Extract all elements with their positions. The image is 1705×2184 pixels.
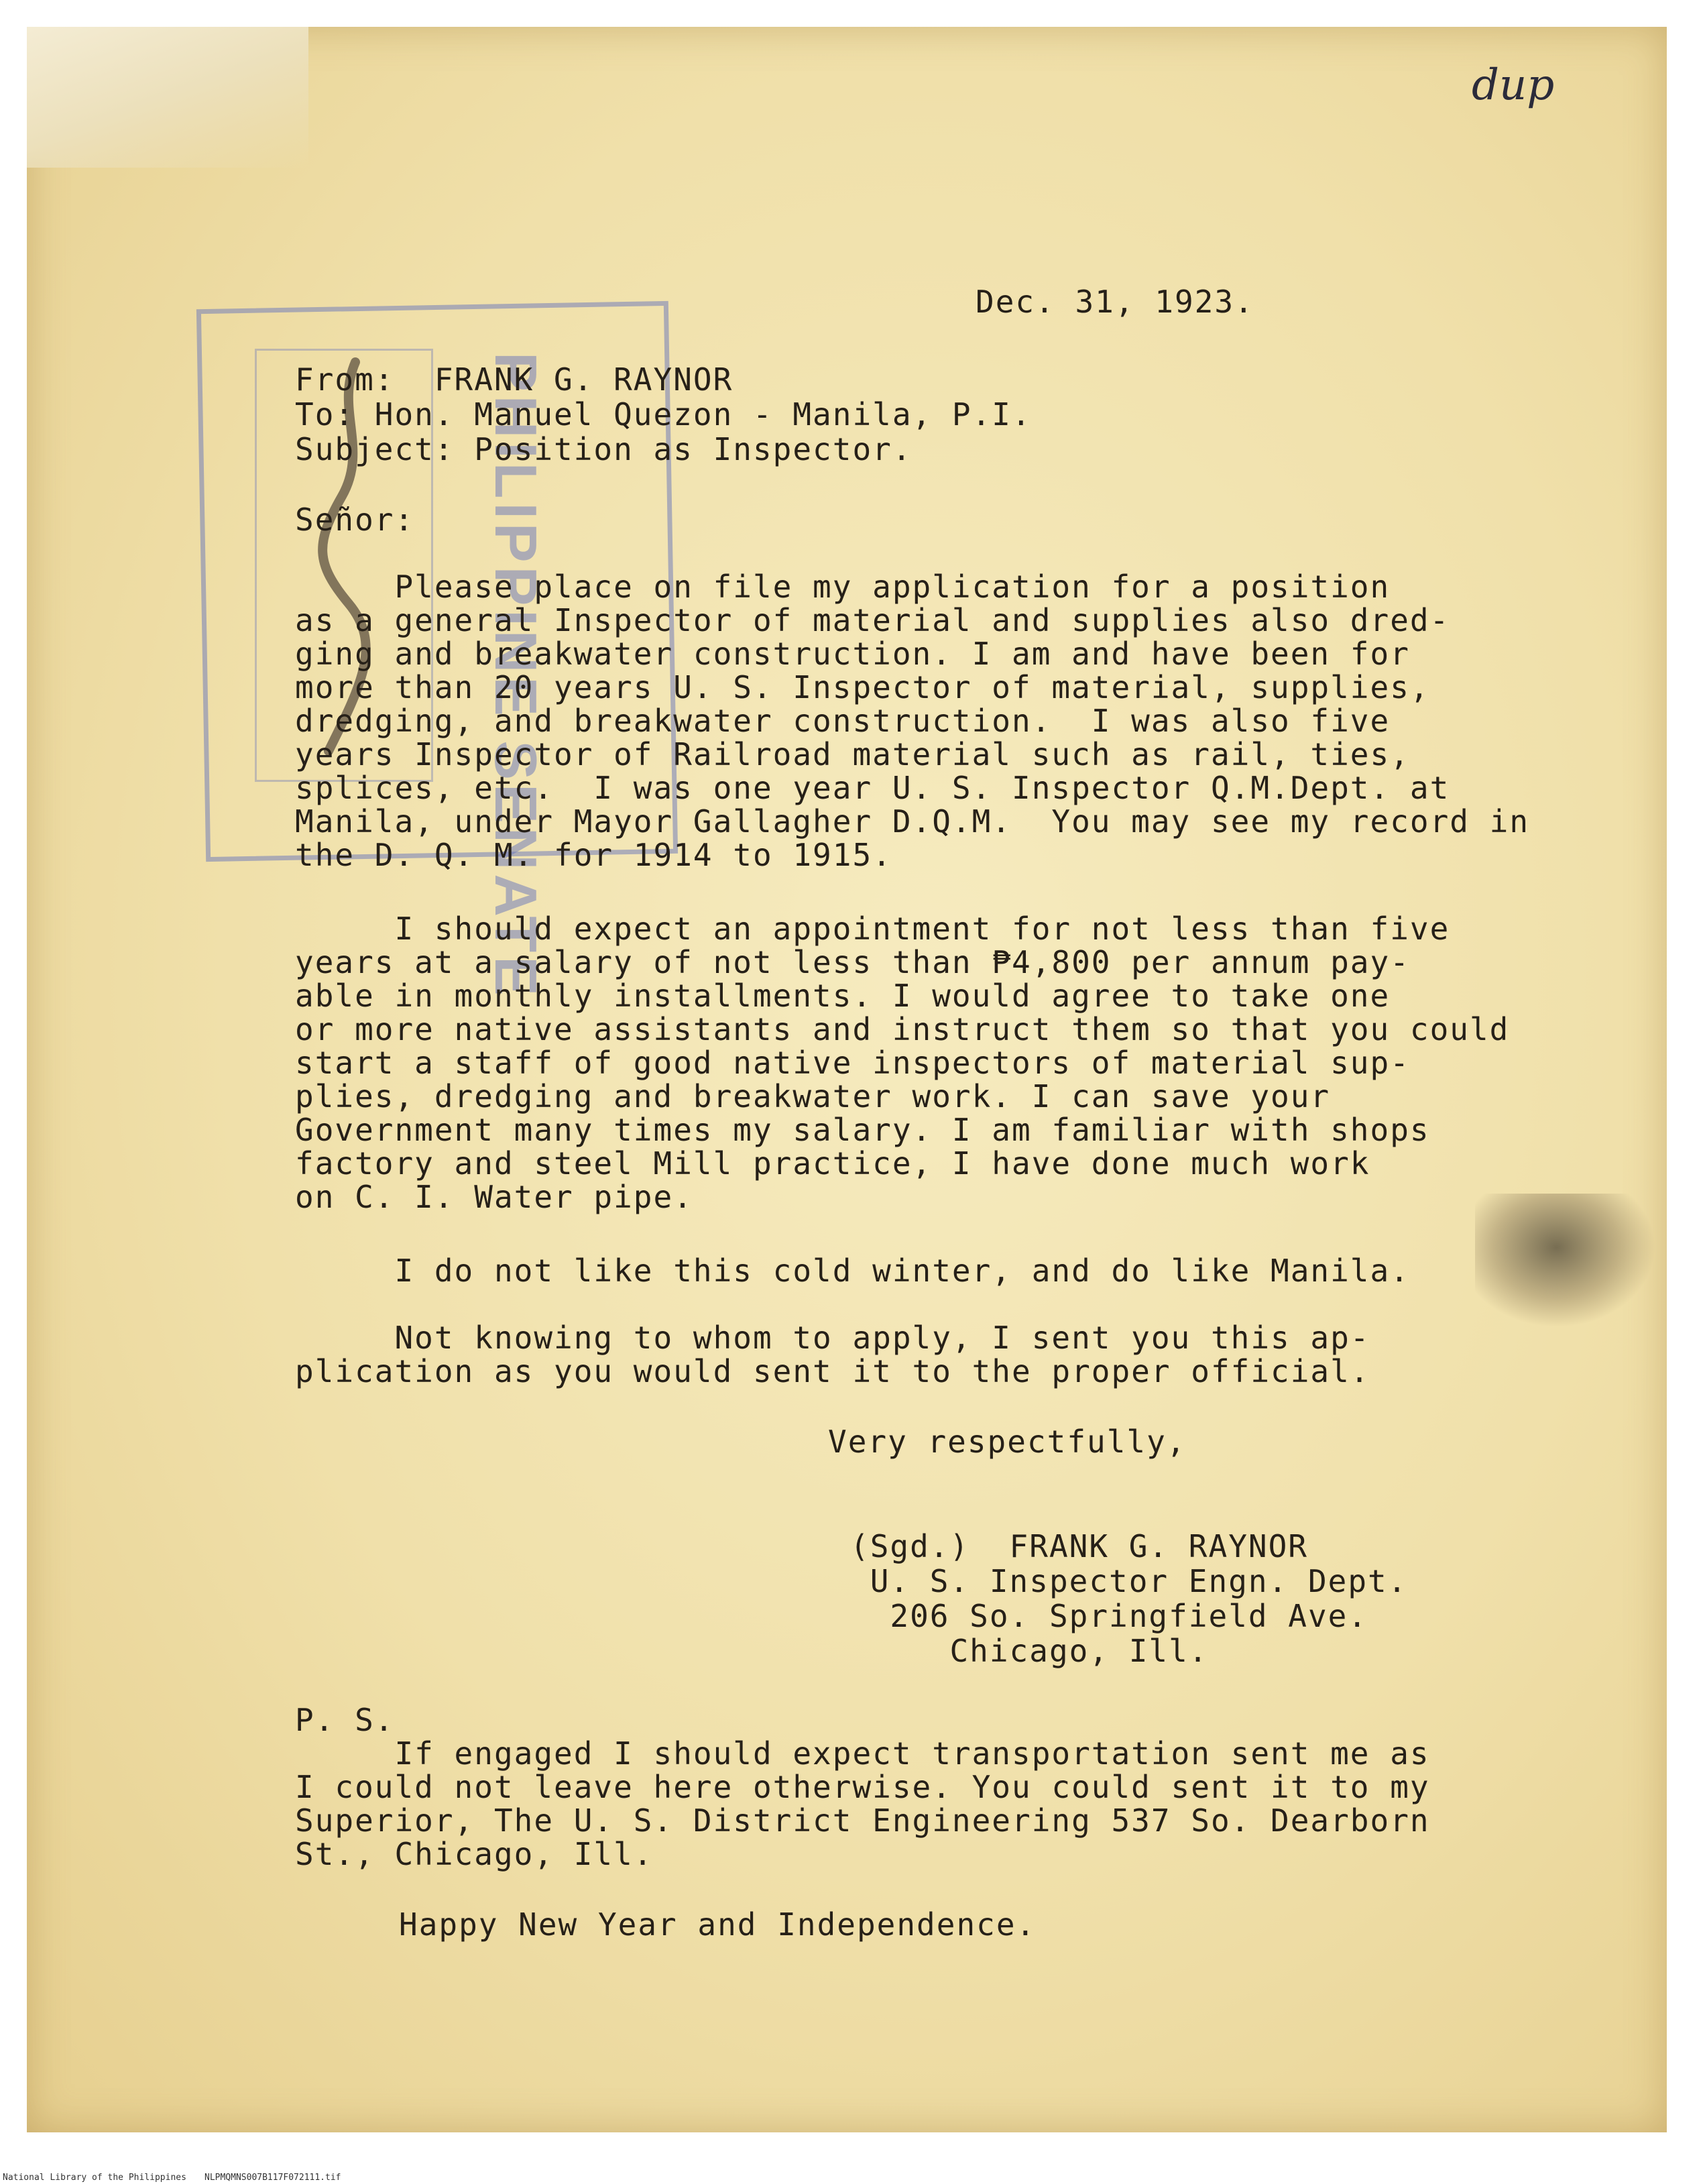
- from-line: From: FRANK G. RAYNOR: [295, 361, 733, 398]
- ps-label: P. S.: [295, 1702, 395, 1738]
- burn-damage: [1475, 1194, 1656, 1328]
- paragraph-4: Not knowing to whom to apply, I sent you this ap- plication as you would sent it to the proper official.: [295, 1320, 1370, 1389]
- postscript: If engaged I should expect transportation sent me as I could not leave here otherwise. You could sent it to my Superior, The U. S. District Engineering 537 So. Dearborn St., Chicago, Ill.: [295, 1735, 1430, 1872]
- letter-date: Dec. 31, 1923.: [976, 284, 1254, 320]
- signature-city: Chicago, Ill.: [850, 1633, 1209, 1669]
- torn-corner: [27, 27, 308, 168]
- paragraph-1: Please place on file my application for a position as a general Inspector of material and supplies also dred- ging and breakwater construction. I am and have been for more than 20 years U. S. Inspector of material, supplies, dredging, and breakwater construction. I was also five years Inspector of Railroad material such as rail, ties, splices, etc. I was one year U. S. Inspector Q.M.Dept. at Manila, under Mayor Gallagher D.Q.M. You may see my record in the D. Q. M. for 1914 to 1915.: [295, 569, 1530, 873]
- paragraph-2: I should expect an appointment for not less than five years at a salary of not less than ₱4,800 per annum pay- able in monthly installments. I would agree to take one or more native assistants and instruct them so that you could start a staff of good native inspectors of material sup- plies, dredging and breakwater work. I can save your Government many times my salary. I am familiar with shops factory and steel Mill practice, I have done much work on C. I. Water pipe.: [295, 911, 1510, 1215]
- signature-title: U. S. Inspector Engn. Dept.: [850, 1563, 1408, 1599]
- letter-header: [295, 362, 1032, 467]
- closing: Very respectfully,: [828, 1424, 1187, 1460]
- ps-closing: Happy New Year and Independence.: [399, 1906, 1037, 1943]
- stamp-label: PHILIPPINE SENATE: [483, 352, 549, 1000]
- signature-address: 206 So. Springfield Ave.: [850, 1598, 1368, 1634]
- paragraph-3: I do not like this cold winter, and do like Manila.: [295, 1253, 1410, 1289]
- salutation: Señor:: [295, 502, 415, 538]
- signature-name: (Sgd.) FRANK G. RAYNOR: [850, 1528, 1308, 1564]
- handwritten-annotation: dup: [1472, 60, 1555, 110]
- footer-filename: NLPMQMNS007B117F072111.tif: [204, 2173, 341, 2183]
- footer-source: National Library of the Philippines: [3, 2173, 186, 2183]
- subject-line: Subject: Position as Inspector.: [295, 431, 913, 467]
- scan-footer: [0, 2171, 1705, 2184]
- signature-block: [850, 1529, 1407, 1668]
- to-line: To: Hon. Manuel Quezon - Manila, P.I.: [295, 396, 1032, 433]
